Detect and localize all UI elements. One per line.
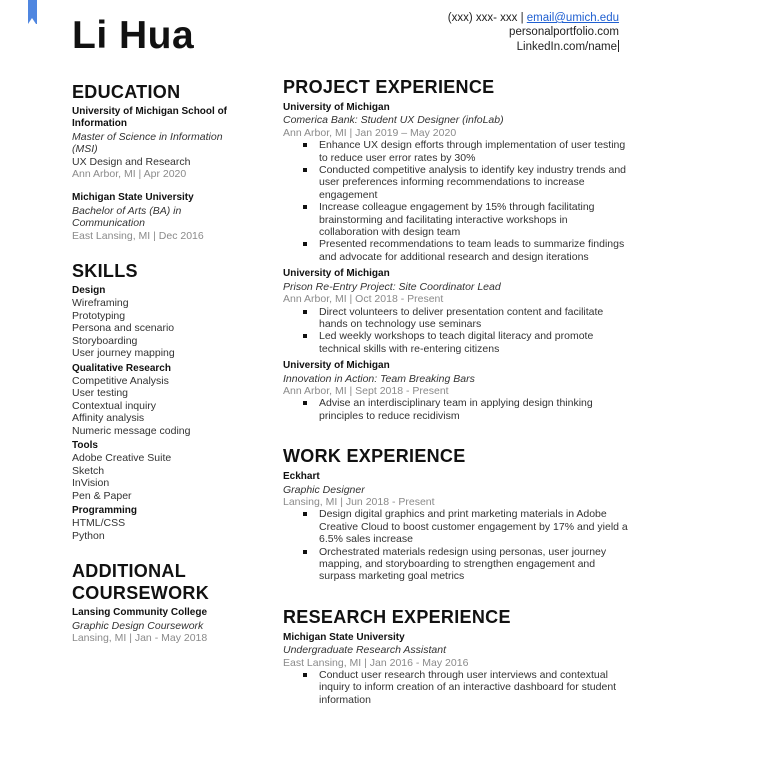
work-section — [283, 445, 628, 583]
skill-item: Numeric message coding — [72, 424, 191, 437]
bullet-list — [283, 508, 628, 582]
skill-item: Python — [72, 529, 105, 542]
skill-category: Design — [72, 285, 106, 297]
contact-linkedin-line — [448, 40, 619, 55]
education-section — [72, 81, 247, 242]
coursework-title-line: ADDITIONAL — [72, 561, 186, 582]
skill-item: Adobe Creative Suite — [72, 452, 172, 465]
skill-item: Affinity analysis — [72, 412, 145, 425]
work-entry — [283, 471, 628, 583]
skills-title: SKILLS — [72, 261, 138, 282]
project-meta: Ann Arbor, MI | Sept 2018 - Present — [283, 384, 449, 397]
research-meta: East Lansing, MI | Jan 2016 - May 2016 — [283, 656, 469, 669]
coursework-section — [72, 560, 247, 644]
resume-name: Li Hua — [72, 14, 195, 57]
education-school: University of Michigan School of Information — [72, 106, 228, 130]
education-degree: Master of Science in Information (MSI) — [72, 130, 223, 156]
contact-linkedin[interactable]: LinkedIn.com/name — [516, 40, 617, 53]
work-title: WORK EXPERIENCE — [283, 446, 466, 467]
coursework-title-line: COURSEWORK — [72, 583, 209, 604]
coursework-school: Lansing Community College — [72, 607, 208, 619]
coursework-meta: Lansing, MI | Jan - May 2018 — [72, 632, 208, 644]
skill-item: Pen & Paper — [72, 489, 132, 502]
skill-item: Prototyping — [72, 309, 126, 322]
skill-category: Programming — [72, 504, 138, 516]
education-focus: UX Design and Research — [72, 155, 191, 168]
contact-block — [448, 12, 619, 54]
research-entry — [283, 632, 628, 706]
project-section — [283, 76, 628, 422]
education-meta: East Lansing, MI | Dec 2016 — [72, 229, 204, 242]
skill-category: Qualitative Research — [72, 362, 171, 374]
bullet-item: Conducted competitive analysis to identify key industry trends and user preferences informing recommendations to increase engagement — [319, 164, 626, 201]
skill-item: Competitive Analysis — [72, 374, 169, 387]
skill-item: User testing — [72, 387, 129, 400]
work-role: Graphic Designer — [283, 483, 365, 496]
project-role: Comerica Bank: Student UX Designer (infoLab) — [283, 114, 504, 127]
work-meta: Lansing, MI | Jun 2018 - Present — [283, 495, 435, 508]
project-role: Prison Re-Entry Project: Site Coordinator Lead — [283, 280, 501, 293]
bullet-list — [283, 397, 628, 422]
research-role: Undergraduate Research Assistant — [283, 644, 447, 657]
bullet-item: Advise an interdisciplinary team in applying design thinking principles to reduce recidivism — [319, 397, 628, 422]
skill-item: Wireframing — [72, 297, 129, 310]
contact-separator: | — [520, 12, 524, 24]
education-meta: Ann Arbor, MI | Apr 2020 — [72, 168, 187, 181]
education-title: EDUCATION — [72, 82, 181, 102]
left-column — [72, 81, 247, 644]
bullet-list — [283, 306, 628, 356]
research-org: Michigan State University — [283, 631, 405, 643]
skill-item: Storyboarding — [72, 334, 138, 347]
project-title: PROJECT EXPERIENCE — [283, 77, 495, 97]
coursework-title — [72, 560, 247, 604]
skill-item: Persona and scenario — [72, 322, 175, 335]
education-school: Michigan State University — [72, 192, 194, 204]
project-role: Innovation in Action: Team Breaking Bars — [283, 372, 475, 385]
contact-phone: (xxx) xxx- xxx — [447, 12, 518, 24]
skill-item: Contextual inquiry — [72, 399, 157, 412]
skill-item: InVision — [72, 477, 110, 490]
contact-portfolio[interactable]: personalportfolio.com — [509, 25, 619, 38]
bullet-item: Led weekly workshops to teach digital literacy and promote technical skills with re-entering citizens — [319, 330, 628, 355]
bullet-item: Design digital graphics and print marketing materials in Adobe Creative Cloud to boost customer engagement by 17% and yield a 6.5% sales increase — [319, 508, 628, 546]
research-title: RESEARCH EXPERIENCE — [283, 606, 511, 627]
education-degree: Bachelor of Arts (BA) in Communication — [72, 204, 182, 230]
text-cursor — [618, 40, 619, 52]
research-section — [283, 606, 628, 706]
skills-section — [72, 260, 247, 542]
skill-item: Sketch — [72, 464, 105, 477]
project-org: University of Michigan — [283, 360, 390, 372]
project-org: University of Michigan — [283, 102, 390, 113]
project-entry — [283, 360, 628, 422]
project-entry — [283, 102, 628, 263]
work-org: Eckhart — [283, 471, 320, 483]
project-meta: Ann Arbor, MI | Jan 2019 – May 2020 — [283, 126, 457, 139]
bookmark-notch — [28, 18, 36, 24]
bullet-item: Conduct user research through user interviews and contextual inquiry to inform creation of an interactive dashboard for student information — [319, 669, 628, 706]
bullet-item: Direct volunteers to deliver presentation content and facilitate hands on technology use seminars — [319, 306, 628, 331]
skill-item: User journey mapping — [72, 347, 175, 360]
bullet-list — [283, 669, 628, 706]
project-org: University of Michigan — [283, 268, 390, 280]
contact-email-link[interactable]: email@umich.edu — [526, 12, 619, 24]
bullet-item: Increase colleague engagement by 15% through facilitating brainstorming and facilitating interactive workshops in collaboration with design team — [319, 201, 628, 238]
bullet-item: Orchestrated materials redesign using personas, user journey mapping, and storyboarding to strengthen engagement and surpass marketing goal metrics — [319, 546, 628, 583]
education-entry — [72, 192, 247, 242]
project-meta: Ann Arbor, MI | Oct 2018 - Present — [283, 293, 444, 306]
right-column — [283, 76, 628, 711]
contact-line-1 — [448, 12, 619, 26]
bullet-item: Enhance UX design efforts through implementation of user testing to reduce user error rates by 30% — [319, 139, 628, 164]
bullet-list — [283, 139, 628, 263]
coursework-course: Graphic Design Coursework — [72, 619, 204, 632]
skill-category: Tools — [72, 439, 98, 451]
bullet-item: Presented recommendations to team leads to summarize findings and advocate for additional research and design iterations — [319, 238, 628, 263]
education-entry — [72, 106, 247, 180]
skill-item: HTML/CSS — [72, 517, 126, 530]
project-entry — [283, 268, 628, 355]
